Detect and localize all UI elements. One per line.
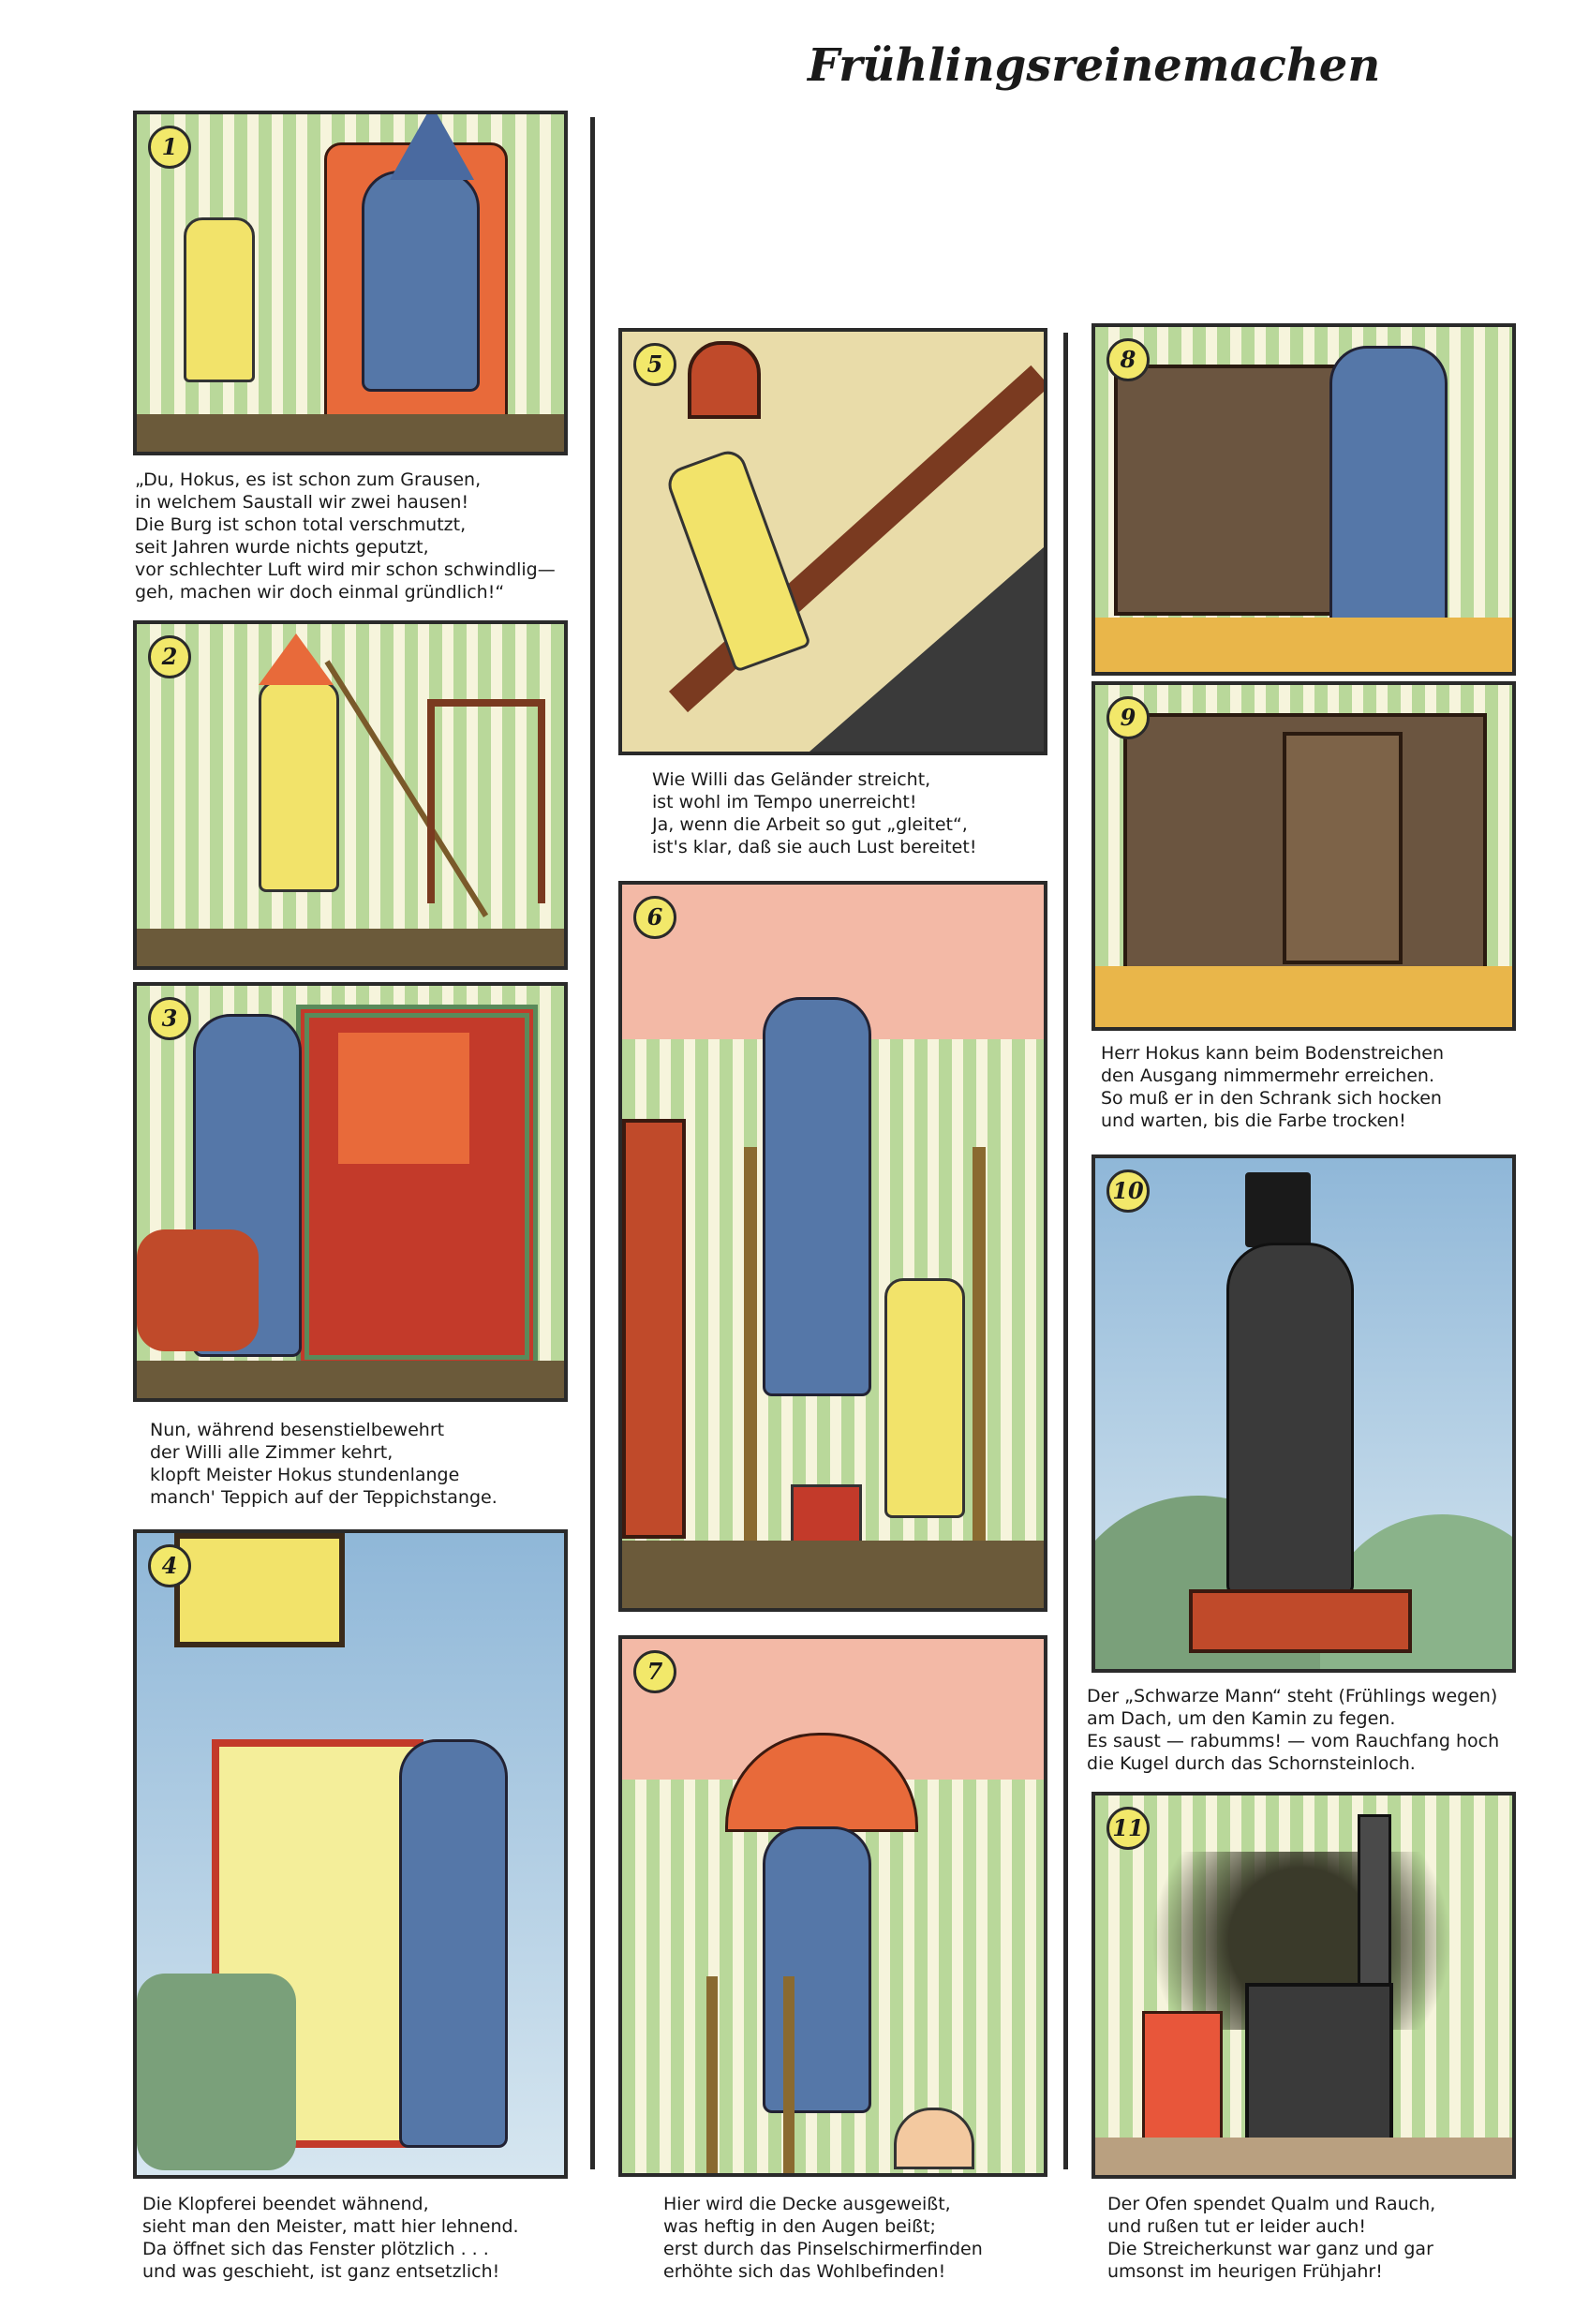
panel-number-4: 4	[148, 1544, 191, 1587]
caption-panel-4: Die Klopferei beendet wähnend, sieht man den Meister, matt hier lehnend. Da öffnet sich das Fenster plötzlich . . . und was geschieht, ist ganz entsetzlich!	[142, 2194, 519, 2282]
panel-number-11: 11	[1106, 1807, 1150, 1850]
carpet-center	[338, 1033, 469, 1164]
floor	[137, 929, 564, 966]
stair-shadow	[809, 547, 1044, 752]
floor	[1095, 966, 1512, 1027]
panel-number-3: 3	[148, 997, 191, 1040]
caption-panel-10: Der „Schwarze Mann“ steht (Frühlings wegen) am Dach, um den Kamin zu fegen. Es saust — rabumms! — vom Rauchfang hoch die Kugel durch das Schornsteinloch.	[1087, 1686, 1500, 1774]
panel-number-1: 1	[148, 126, 191, 169]
rolled-rugs	[137, 1974, 296, 2170]
boy-head	[894, 2108, 974, 2169]
small-window	[688, 341, 761, 419]
floor	[137, 414, 564, 452]
column-divider-left	[590, 117, 595, 2169]
boy-figure	[184, 217, 255, 382]
floor	[137, 1361, 564, 1398]
panel-number-5: 5	[633, 343, 676, 386]
caption-panel-7: Hier wird die Decke ausgeweißt, was heftig in den Augen beißt; erst durch das Pinselschirmerfinden erhöhte sich das Wohlbefinden!	[663, 2194, 983, 2282]
panel-number-6: 6	[633, 896, 676, 939]
floor	[622, 1541, 1044, 1608]
wizard-hat	[390, 111, 474, 180]
boy-figure	[884, 1278, 965, 1518]
caption-panel-3: Nun, während besenstielbewehrt der Willi alle Zimmer kehrt, klopft Meister Hokus stundenlange manch' Teppich auf der Teppichstange.	[150, 1420, 497, 1508]
window	[174, 1533, 345, 1647]
boy-hat	[259, 633, 334, 685]
panel-number-7: 7	[633, 1650, 676, 1693]
top-hat	[1245, 1172, 1311, 1247]
chimney	[1189, 1589, 1412, 1653]
coal-scuttle	[1142, 2011, 1223, 2148]
caption-panel-11: Der Ofen spendet Qualm und Rauch, und rußen tut er leider auch! Die Streicherkunst war ganz und gar umsonst im heurigen Frühjahr!	[1107, 2194, 1436, 2282]
wizard-figure	[362, 171, 480, 392]
comic-panel-7	[618, 1635, 1047, 2177]
stove	[1245, 1983, 1393, 2150]
upturned-chair	[427, 699, 545, 903]
wizard-figure	[1329, 346, 1448, 633]
comic-panel-11	[1092, 1792, 1516, 2179]
comic-panel-9	[1092, 681, 1516, 1031]
boy-figure	[663, 446, 811, 673]
comic-panel-5	[618, 328, 1047, 755]
door	[622, 1119, 686, 1539]
caption-panel-5: Wie Willi das Geländer streicht, ist wohl im Tempo unerreicht! Ja, wenn die Arbeit so gut „gleitet“, ist's klar, daß sie auch Lust bereitet!	[652, 769, 977, 857]
column-divider-right	[1063, 333, 1068, 2169]
chimney-sweep-figure	[1226, 1243, 1354, 1595]
comic-panel-1	[133, 111, 568, 455]
panel-number-8: 8	[1106, 338, 1150, 381]
ladder	[706, 1976, 794, 2173]
floor	[1095, 2138, 1512, 2175]
panel-number-9: 9	[1106, 696, 1150, 739]
comic-panel-2	[133, 620, 568, 970]
comic-panel-8	[1092, 323, 1516, 676]
caption-panel-9: Herr Hokus kann beim Bodenstreichen den Ausgang nimmermehr erreichen. So muß er in den Schrank sich hocken und warten, bis die Farbe trocken!	[1101, 1043, 1445, 1131]
cabinet-door	[1283, 732, 1403, 964]
panel-number-10: 10	[1106, 1169, 1150, 1213]
comic-panel-10	[1092, 1155, 1516, 1673]
floor	[1095, 618, 1512, 672]
boy-figure	[259, 680, 339, 892]
caption-panel-1: „Du, Hokus, es ist schon zum Grausen, in welchem Saustall wir zwei hausen! Die Burg ist schon total verschmutzt, seit Jahren wurde nichts geputzt, vor schlechter Luft wird mir schon schwindlig— geh, machen wir doch einmal gründlich!“	[135, 469, 556, 603]
comic-panel-3	[133, 982, 568, 1402]
comic-panel-6	[618, 881, 1047, 1612]
rolled-rugs	[137, 1229, 259, 1351]
page-title: Frühlingsreinemachen	[808, 39, 1381, 92]
panel-number-2: 2	[148, 635, 191, 678]
wizard-figure	[399, 1739, 508, 2148]
comic-panel-4	[133, 1529, 568, 2179]
